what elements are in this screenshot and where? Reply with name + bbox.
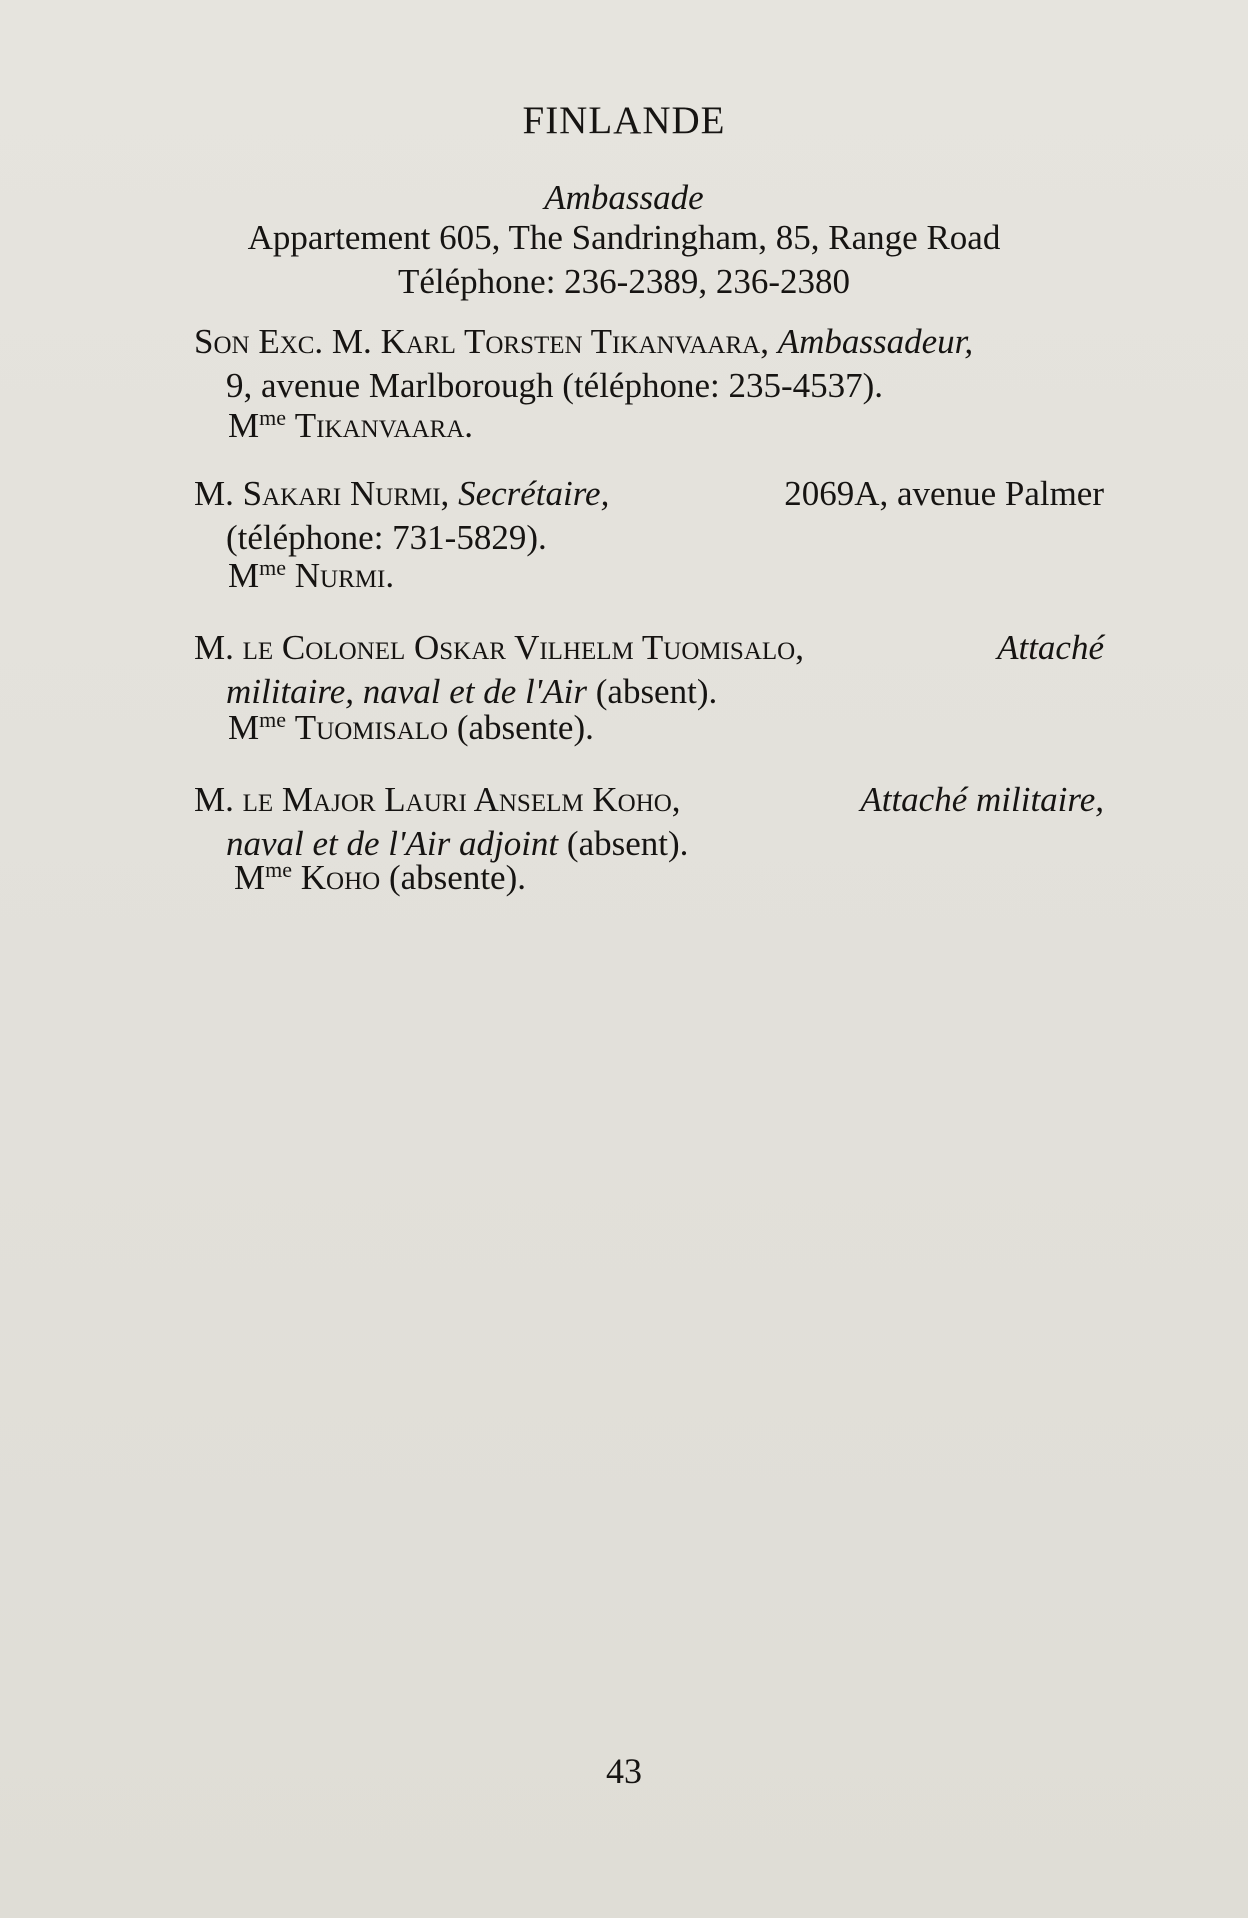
- entry-spouse: $M^{me}$ Tikanvaara.: [228, 405, 474, 445]
- entry-spouse: $M^{me}$ Tuomisalo (absente).: [228, 707, 594, 747]
- entry-prefix: M.: [194, 474, 234, 513]
- entry-spouse: $M^{me}$ Koho (absente).: [234, 857, 526, 897]
- entry-name: Sakari Nurmi,: [242, 474, 450, 513]
- entry-address: 9, avenue Marlborough (téléphone: 235-4537).: [226, 366, 884, 405]
- entry-status: (absent).: [566, 824, 689, 863]
- entry-secretary: [194, 472, 1104, 560]
- entry-status: (absent).: [595, 672, 718, 711]
- entry-title: Attaché militaire,: [860, 780, 1104, 819]
- entry-address: 2069A, avenue Palmer: [784, 474, 1104, 513]
- entry-title: Secrétaire,: [458, 474, 610, 513]
- entry-spouse: $M^{me}$ Nurmi.: [228, 555, 395, 595]
- entry-air-attache: [194, 626, 1104, 714]
- entry-prefix: Son Exc. M.: [194, 322, 372, 361]
- entry-name: le Colonel Oskar Vilhelm Tuomisalo,: [242, 628, 804, 667]
- subheading: Ambassade: [544, 178, 704, 217]
- entry-title-cont: naval et de l'Air adjoint: [226, 824, 559, 863]
- entry-ambassador: [194, 320, 1104, 408]
- page-number: 43: [606, 1751, 642, 1791]
- page-heading: FINLANDE: [522, 99, 726, 142]
- entry-deputy-attache: [194, 778, 1104, 866]
- entry-phone: (téléphone: 731-5829).: [226, 518, 547, 557]
- embassy-phone: Téléphone: 236-2389, 236-2380: [398, 262, 850, 301]
- entry-name: le Major Lauri Anselm Koho,: [242, 780, 681, 819]
- entry-title-cont: militaire, naval et de l'Air: [226, 672, 587, 711]
- entry-prefix: M.: [194, 780, 234, 819]
- embassy-address: Appartement 605, The Sandringham, 85, Range Road: [247, 218, 1001, 257]
- entry-title: Ambassadeur,: [777, 322, 974, 361]
- entry-name: Karl Torsten Tikanvaara,: [380, 322, 769, 361]
- entry-prefix: M.: [194, 628, 234, 667]
- entry-title: Attaché: [997, 628, 1104, 667]
